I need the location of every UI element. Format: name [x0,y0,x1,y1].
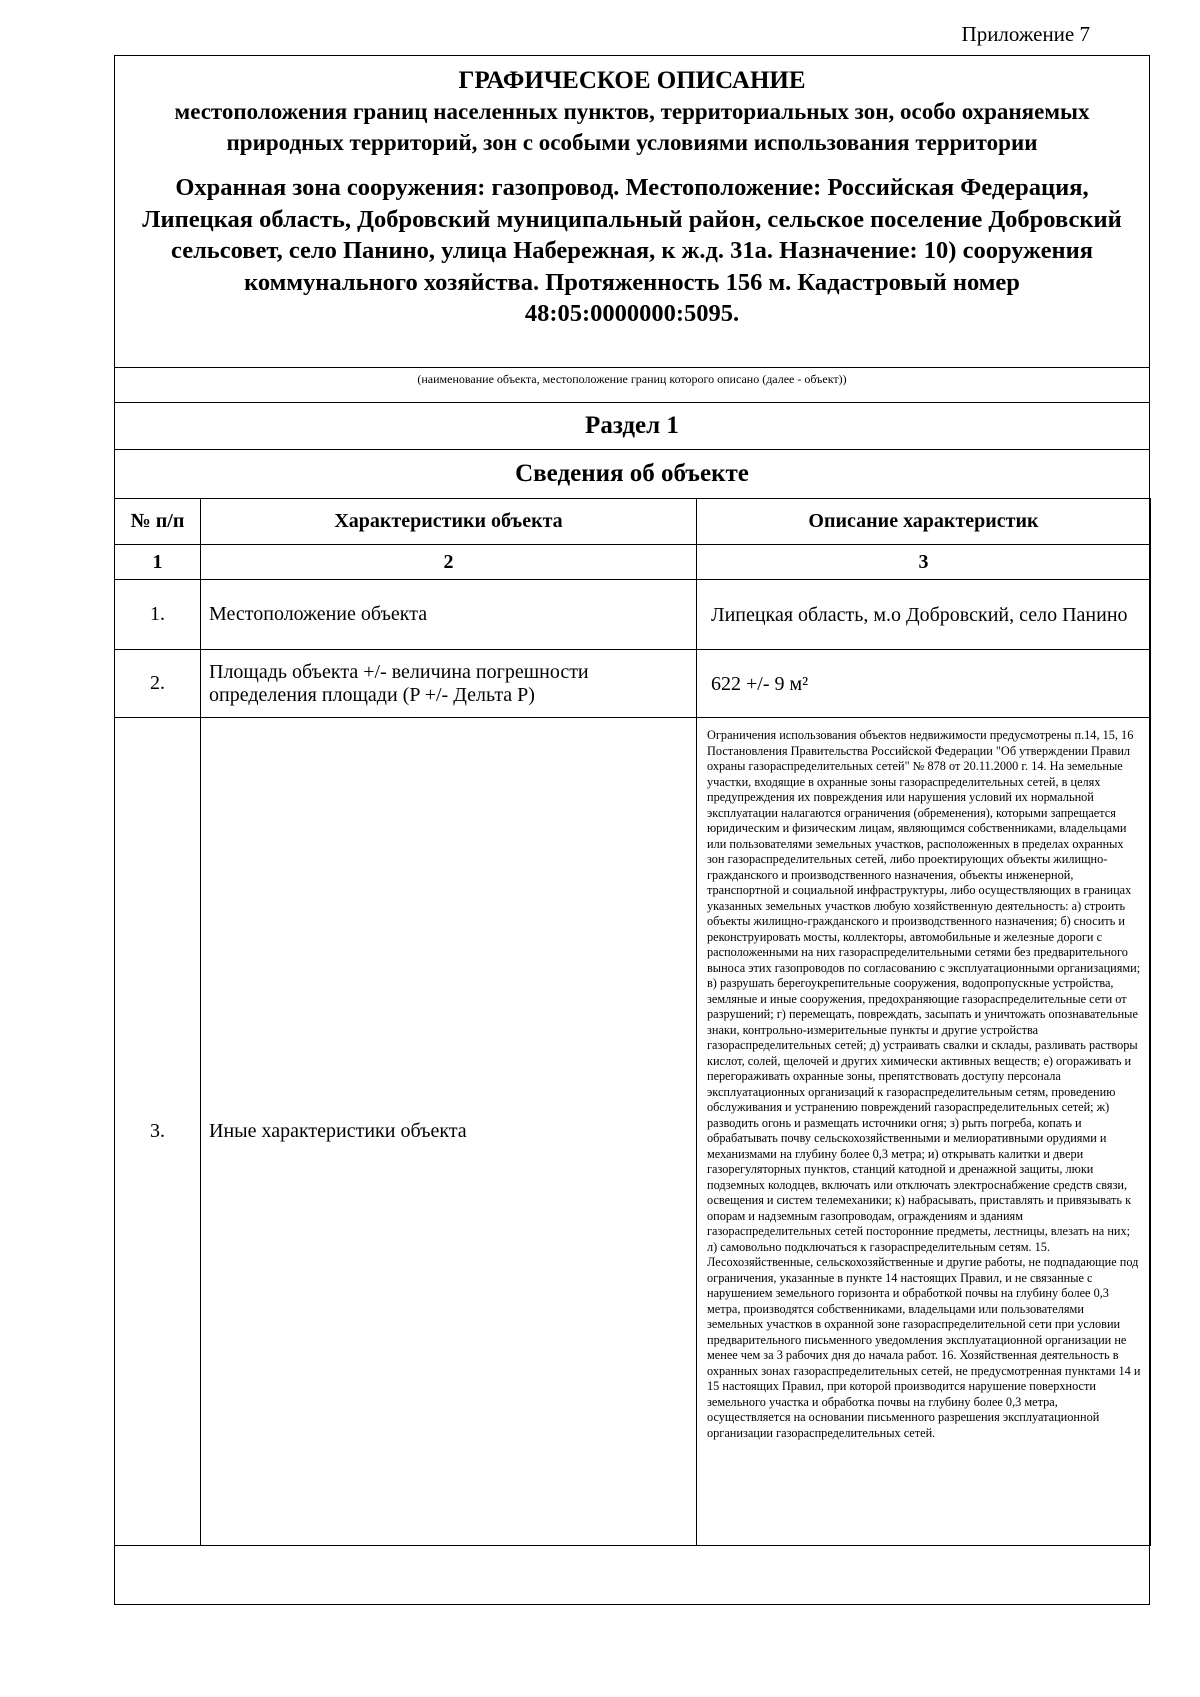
column-number: 2 [201,545,697,580]
characteristic-name: Площадь объекта +/- величина погрешности определения площади (P +/- Дельта P) [201,650,697,718]
characteristic-name: Местоположение объекта [201,580,697,650]
object-caption: (наименование объекта, местоположение границ которого описано (далее - объект)) [417,372,847,386]
table-row [115,718,1151,1546]
table-row [115,650,1151,718]
row-number: 3. [115,718,201,1546]
section-subtitle: Сведения об объекте [515,460,749,487]
characteristic-name: Иные характеристики объекта [201,718,697,1546]
characteristic-value: 622 +/- 9 м² [697,650,1151,718]
object-info-table [114,498,1151,1546]
column-number: 1 [115,545,201,580]
table-header-row [115,499,1151,545]
column-number-row [115,545,1151,580]
divider [115,367,1149,368]
column-header: Описание характеристик [697,499,1151,545]
row-number: 2. [115,650,201,718]
characteristic-value: Липецкая область, м.о Добровский, село Панино [697,580,1151,650]
document-title: ГРАФИЧЕСКОЕ ОПИСАНИЕ [458,67,806,94]
column-number: 3 [697,545,1151,580]
document-frame [114,55,1150,1605]
object-description: Охранная зона сооружения: газопровод. Местоположение: Российская Федерация, Липецкая область, Добровский муниципальный район, сельское поселение Добровский сельсовет, село Панино, улица Набережная, к ж.д. 31а. Назначение: 10) сооружения коммунального хозяйства. Протяженность 156 м. Кадастровый номер 48:05:0000000:5095. [142,174,1122,327]
section-title: Раздел 1 [585,412,679,439]
table-row [115,580,1151,650]
characteristic-value: Ограничения использования объектов недвижимости предусмотрены п.14, 15, 16 Постановления Правительства Российской Федерации "Об утверждении Правил охраны газораспределительных сетей" № 878 от 20.11.2000 г. 14. На земельные участки, входящие в охранные зоны газораспределительных сетей, в целях предупреждения их повреждения или нарушения условий их нормальной эксплуатации налагаются ограничения (обременения), которыми запрещается юридическим и физическим лицам, являющимся собственниками, владельцами или пользователями земельных участков, расположенных в пределах охранных зон газораспределительных сетей, либо проектирующих объекты жилищно-гражданского и производственного назначения, объекты инженерной, транспортной и социальной инфраструктуры, либо осуществляющих в границах указанных земельных участков любую хозяйственную деятельность: а) строить объекты жилищно-гражданского и производственного назначения; б) сносить и реконструировать мосты, коллекторы, автомобильные и железные дороги с расположенными на них газораспределительными сетями без предварительного выноса этих газопроводов по согласованию с эксплуатационными организациями; в) разрушать берегоукрепительные сооружения, водопропускные устройства, земляные и иные сооружения, предохраняющие газораспределительные сети от разрушений; г) перемещать, повреждать, засыпать и уничтожать опознавательные знаки, контрольно-измерительные пункты и другие устройства газораспределительных сетей; д) устраивать свалки и склады, разливать растворы кислот, солей, щелочей и других химически активных веществ; е) огораживать и перегораживать охранные зоны, препятствовать доступу персонала эксплуатационных организаций к газораспределительным сетям, проведению обслуживания и устранению повреждений газораспределительных сетей; ж) разводить огонь и размещать источники огня; з) рыть погреба, копать и обрабатывать почву сельскохозяйственными и мелиоративными орудиями и механизмами на глубину более 0,3 метра; и) открывать калитки и двери газорегуляторных пунктов, станций катодной и дренажной защиты, люки подземных колодцев, включать или отключать электроснабжение средств связи, освещения и систем телемеханики; к) набрасывать, приставлять и привязывать к опорам и надземным газопроводам, ограждениям и зданиям газораспределительных сетей посторонние предметы, лестницы, влезать на них; л) самовольно подключаться к газораспределительным сетям. 15. Лесохозяйственные, сельскохозяйственные и другие работы, не подпадающие под ограничения, указанные в пункте 14 настоящих Правил, и не связанные с нарушением земельного горизонта и обработкой почвы на глубину более 0,3 метра, производятся собственниками, владельцами или пользователями земельных участков в охранной зоне газораспределительной сети при условии предварительного письменного уведомления эксплуатационной организации не менее чем за 3 рабочих дня до начала работ. 16. Хозяйственная деятельность в охранных зонах газораспределительных сетей, не предусмотренная пунктами 14 и 15 настоящих Правил, при которой производится нарушение поверхности земельного участка и обработка почвы на глубину более 0,3 метра, осуществляется на основании письменного разрешения эксплуатационной организации газораспределительных сетей. [697,718,1151,1546]
appendix-label: Приложение 7 [961,22,1090,46]
column-header: № п/п [115,499,201,545]
column-header: Характеристики объекта [201,499,697,545]
title-block [115,56,1149,367]
row-number: 1. [115,580,201,650]
document-subtitle: местоположения границ населенных пунктов, территориальных зон, особо охраняемых природных территорий, зон с особыми условиями использования территории [174,99,1090,155]
